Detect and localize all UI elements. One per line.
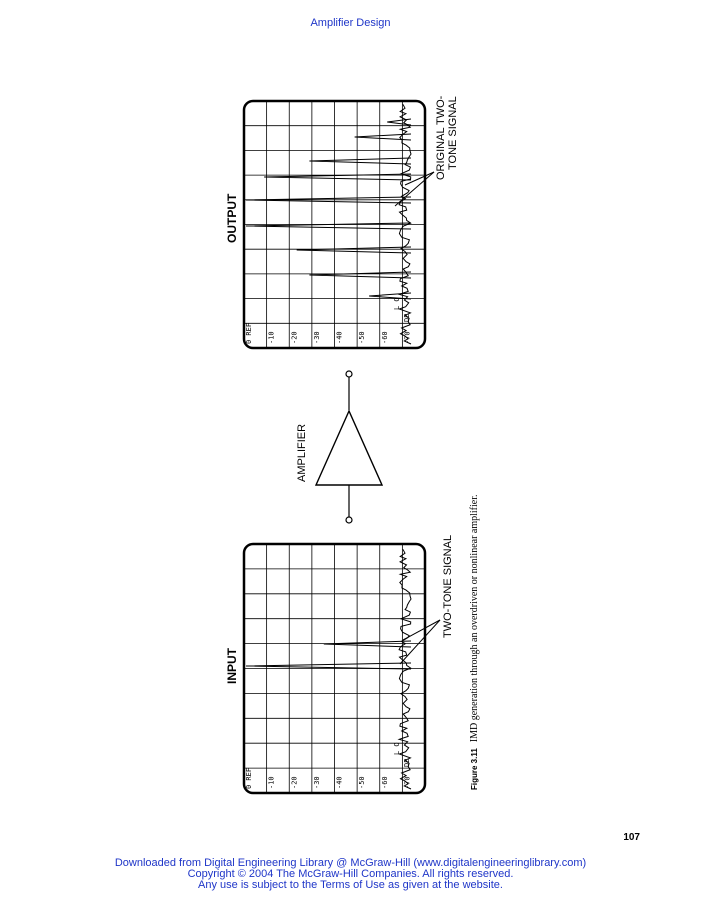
- tick-label: -30: [312, 331, 321, 344]
- db-label: DB: [403, 758, 411, 767]
- output-pointer-line-1: [395, 172, 434, 206]
- tick-label: -30: [312, 776, 321, 789]
- tick-label: -60: [380, 776, 389, 789]
- input-signal-label: TWO-TONE SIGNAL: [442, 534, 454, 638]
- output-panel: [225, 95, 459, 348]
- spectral-peak: [309, 158, 411, 164]
- tick-label: -70: [403, 331, 412, 344]
- input-tick-labels: [245, 742, 411, 789]
- tick-label: -40: [335, 776, 344, 789]
- tick-label: -40: [335, 331, 344, 344]
- spectral-peak: [387, 119, 411, 125]
- output-signal-label-line2: TONE SIGNAL: [447, 96, 459, 170]
- db-label: DB: [403, 313, 411, 322]
- tick-label: -50: [358, 776, 367, 789]
- output-tick-labels: [245, 297, 411, 344]
- input-panel: [225, 535, 454, 793]
- spectral-peak: [246, 223, 411, 229]
- tick-label: -50: [358, 331, 367, 344]
- page-number: 107: [623, 832, 640, 843]
- amplifier-symbol: [296, 371, 382, 523]
- footer: [0, 858, 701, 891]
- footer-line-3: Any use is subject to the Terms of Use as given at the website.: [198, 879, 503, 891]
- amplifier-triangle-icon: [316, 411, 382, 485]
- running-head: Amplifier Design: [310, 17, 391, 29]
- input-pointer-line-1: [400, 620, 440, 664]
- tick-label: 0 REF: [245, 767, 253, 789]
- caption-label: Figure 3.11: [470, 748, 479, 790]
- input-spectrum-trace: [246, 549, 411, 789]
- tick-label: -60: [380, 331, 389, 344]
- amplifier-label: AMPLIFIER: [296, 423, 308, 482]
- spectral-peak: [297, 247, 411, 253]
- tick-label: -70: [403, 776, 412, 789]
- spectral-peak: [309, 272, 411, 278]
- output-title: OUTPUT: [225, 193, 239, 243]
- output-signal-label-line1: ORIGINAL TWO-: [435, 95, 447, 180]
- svg-text:Figure 3.11IMD generation thro: [469, 495, 480, 791]
- tick-label: -10: [267, 331, 276, 344]
- figure-caption: [469, 495, 480, 791]
- tick-label: -10: [267, 776, 276, 789]
- footer-line-1[interactable]: Downloaded from Digital Engineering Library @ McGraw-Hill (www.digitalengineeringlibrary.com): [114, 857, 587, 869]
- tick-label: -20: [290, 776, 299, 789]
- low-label: L O: [393, 742, 401, 755]
- tick-label: -20: [290, 331, 299, 344]
- input-pointer-line-2: [403, 620, 440, 640]
- spectral-peak: [324, 641, 411, 647]
- footer-line-2: Copyright © 2004 The McGraw-Hill Companies. All rights reserved.: [187, 868, 514, 880]
- amp-output-terminal: [346, 371, 352, 377]
- tick-label: 0 REF: [245, 322, 253, 344]
- low-label: L O: [393, 297, 401, 310]
- input-title: INPUT: [225, 648, 239, 684]
- amp-input-terminal: [346, 517, 352, 523]
- caption-text: IMD generation through an overdriven or nonlinear amplifier.: [469, 494, 480, 743]
